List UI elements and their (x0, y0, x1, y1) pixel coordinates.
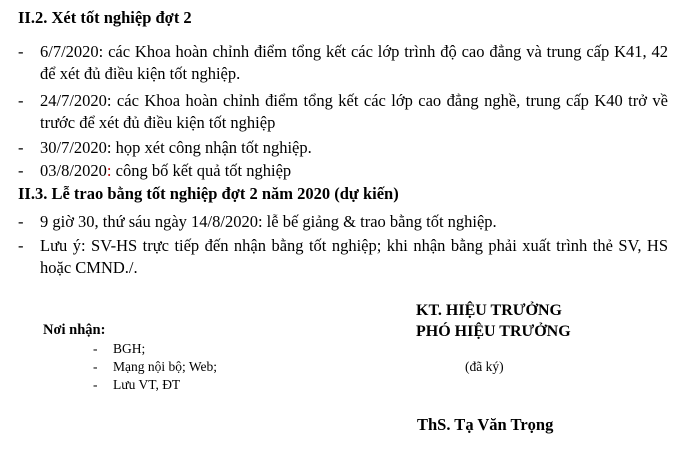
signer-name: ThS. Tạ Văn Trọng (417, 415, 554, 434)
signature-title-line1: KT. HIỆU TRƯỞNG (416, 302, 562, 319)
ceremony-item-text: 9 giờ 30, thứ sáu ngày 14/8/2020: lễ bế giảng & trao bằng tốt nghiệp. (40, 212, 497, 231)
recipient-label: BGH; (113, 341, 146, 356)
bullet-dash: - (18, 236, 24, 255)
schedule-colon: : (106, 161, 112, 180)
schedule-item (18, 160, 668, 182)
section-heading-2-3: II.3. Lễ trao bằng tốt nghiệp đợt 2 năm 2020 (dự kiến) (18, 184, 399, 203)
signed-note: (đã ký) (465, 359, 504, 374)
schedule-item-text (40, 160, 668, 182)
recipient-item (93, 340, 145, 358)
recipients-title: Nơi nhận: (43, 322, 106, 338)
recipient-item (93, 376, 180, 394)
recipient-item (93, 358, 217, 376)
recipient-label: Mạng nội bộ; Web; (113, 359, 218, 374)
bullet-dash: - (18, 42, 24, 61)
schedule-item-text: 24/7/2020: các Khoa hoàn chỉnh điểm tổng kết các lớp cao đẳng nghề, trung cấp K40 trở về trước để xét đủ điều kiện tốt nghiệp (40, 91, 668, 132)
bullet-dash: - (18, 138, 24, 157)
ceremony-item (18, 211, 668, 233)
schedule-date: 03/8/2020 (40, 161, 107, 180)
signature-title-line2: PHÓ HIỆU TRƯỞNG (416, 323, 571, 340)
schedule-item (18, 90, 668, 134)
recipient-label: Lưu VT, ĐT (113, 377, 181, 392)
bullet-dash: - (93, 359, 98, 374)
schedule-item (18, 137, 668, 159)
bullet-dash: - (93, 377, 98, 392)
schedule-item-text: 6/7/2020: các Khoa hoàn chỉnh điểm tổng kết các lớp trình độ cao đẳng và trung cấp K41, 42 để xét đủ điều kiện tốt nghiệp. (40, 42, 668, 83)
bullet-dash: - (18, 212, 24, 231)
section-heading-2-2: II.2. Xét tốt nghiệp đợt 2 (18, 8, 192, 27)
bullet-dash: - (18, 91, 24, 110)
schedule-item-text: 30/7/2020: họp xét công nhận tốt nghiệp. (40, 138, 312, 157)
note-item-text: Lưu ý: SV-HS trực tiếp đến nhận bằng tốt nghiệp; khi nhận bằng phải xuất trình thẻ SV, HS hoặc CMND./. (40, 236, 668, 277)
schedule-item (18, 41, 668, 85)
schedule-description: công bố kết quả tốt nghiệp (111, 161, 292, 180)
bullet-dash: - (93, 341, 98, 356)
note-item (18, 235, 668, 279)
bullet-dash: - (18, 161, 24, 180)
